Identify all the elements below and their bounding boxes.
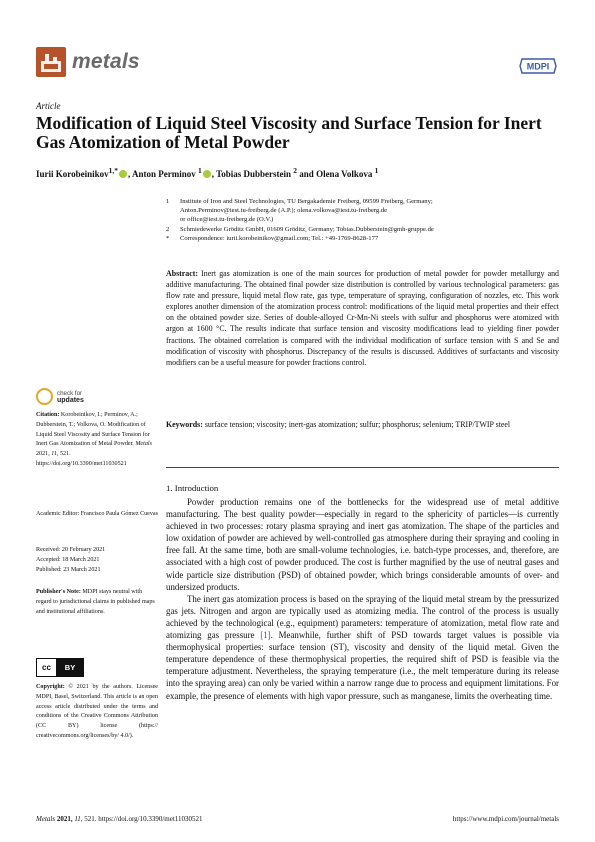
body-text [166, 496, 559, 702]
orcid-icon[interactable] [203, 170, 211, 178]
orcid-icon[interactable] [119, 170, 127, 178]
mdpi-logo[interactable] [518, 57, 558, 75]
by-icon: BY [57, 659, 83, 676]
keywords-text: surface tension; viscosity; inert-gas atomization; sulfur; phosphorus; selenium; TRIP/TWIP steel [204, 420, 511, 429]
cc-icon: cc [37, 659, 57, 676]
reference-link[interactable]: [1] [260, 630, 271, 641]
author-list: Iurii Korobeinikov$^{1,*}$ , Anton Perminov $^1$ , Tobias Dubberstein $^2$ and Olena Volkova $^1$ [36, 166, 379, 179]
footer-citation: Metals 2021, 11, 521. https://doi.org/10.3390/met11030521 [36, 815, 203, 823]
author-name: Anton Perminov [132, 169, 196, 179]
affiliation-item: 2 Schmiedewerke Gröditz GmbH, 01609 Gröditz, Germany; Tobias.Dubberstein@gmh-gruppe.de [166, 225, 434, 233]
author-name: Olena Volkova [316, 169, 373, 179]
copyright: Copyright: © 2021 by the authors. Licensee MDPI, Basel, Switzerland. This article is an open access article distributed under the terms and conditions of the Creative Commons Attribution (CC BY) license (https:// creativecommons.org/licenses/by/ 4.0/). [36, 684, 158, 739]
academic-editor: Academic Editor: Francisco Paula Gómez Cuevas [36, 511, 159, 517]
journal-name: metals [72, 50, 140, 73]
paragraph: The inert gas atomization process is based on the spraying of the liquid metal stream by the pressurized gas jets. Nitrogen and argon are typically used as atomizing media. The control of the process is usually achieved by the technological (e.g., equipment) parameters: temperature of atomization, metal flow rate and atomizing gas pressure [1]. Meanwhile, further shift of PSD towards target values is possible via thermophysical properties: surface tension (ST), viscosity and density of the liquid metal. Given the temperature dependence of these thermophysical properties, the required shift of PSD is feasible via the temperature adjustment. Nevertheless, the spraying temperature (i.e., the melt temperature during its release into the spraying area) can only be varied within a narrow range due to process and equipment limitations. For example, the presence of elements with high vapor pressure, such as manganese, limits the overheating time. [166, 593, 559, 701]
furnace-icon [36, 47, 66, 77]
keywords-label: Keywords: [166, 420, 203, 429]
article-type: Article [36, 101, 61, 111]
page-title: Modification of Liquid Steel Viscosity and Surface Tension for Inert Gas Atomization of Metal Powder [36, 113, 542, 152]
abstract [166, 268, 559, 368]
divider [166, 467, 559, 468]
check-updates-badge[interactable]: check for updates [36, 388, 84, 405]
paragraph: Powder production remains one of the bottlenecks for the widespread use of metal additive manufacturing. The best quality powder—especially in regard to the sphericity of particles—is currently achieved in two processes: rotary plasma spraying and inert gas atomization. The shape of the particles and low oxidation of powder are achieved by well-controlled gas atmosphere during their spraying and cooling in free fall. At the same time, both are small-volume technologies, i.e. batch-type processes, and, therefore, are associated with a high cost of powder produced. The cost is further magnified by the use of neutral gases and wide particle size distribution (PSD) of obtained powder, which brings considerable amounts of over- and undersized products. [166, 497, 559, 592]
dates: Received: 20 February 2021 Accepted: 18 March 2021 Published: 23 March 2021 [36, 547, 106, 573]
mdpi-logo-text: MDPI [526, 61, 550, 72]
author-sup: 1 [198, 166, 202, 175]
cc-by-license-badge[interactable] [36, 658, 84, 677]
affiliations [166, 197, 566, 243]
publisher-note: Publisher's Note: MDPI stays neutral with regard to jurisdictional claims in published maps and institutional affiliations. [36, 589, 155, 615]
section-title: 1. Introduction [166, 483, 219, 493]
author-name: Tobias Dubberstein [216, 169, 292, 179]
citation: Citation: Korobeinikov, I.; Perminov, A.; Dubberstein, T.; Volkova, O. Modification of Liquid Steel Viscosity and Surface Tension for Inert Gas Atomization of Metal Powder. Metals 2021, 11, 521. https://doi.org/10.3390/met11030521 [36, 412, 152, 467]
abstract-text: Inert gas atomization is one of the main sources for production of metal powder for powder metallurgy and additive manufacturing. The obtained final powder size distribution is controlled by various technological parameters: gas flow rate and pressure, liquid metal flow rate, gas type, temperature of spraying, configuration of nozzles, etc. This work explores another dimension of the atomization process control: modifications of the liquid metal properties and their effect on the obtained powder size. Series of double-alloyed Cr-Mn-Ni steels with sulfur and phosphorus were atomized with argon at 1600 °C. The results indicate that surface tension and viscosity modifications lead to yielding finer powder fractions. The obtained correlation is compared with the individual modification of surface tension with S and Se and modification of viscosity with phosphorus. Discrepancy of the results is discussed. Additives of surfactants and viscosity modifiers can be a useful measure for powder fractions control. [166, 269, 559, 367]
author-sup: 2 [293, 166, 298, 175]
journal-logo [36, 47, 66, 77]
author-sup: 1,* [108, 166, 118, 175]
author-sup: 1 [374, 166, 379, 175]
author-name: Iurii Korobeinikov [36, 169, 109, 179]
footer-journal-url[interactable]: https://www.mdpi.com/journal/metals [452, 815, 559, 823]
check-updates-icon [36, 388, 53, 405]
affiliation-item: 1 Institute of Iron and Steel Technologies, TU Bergakademie Freiberg, 09599 Freiberg, Germany; Anton.Perminov@iest.tu-freiberg.de (A.P.); olena.volkova@iest.tu-freiberg.de or office@iest.tu-freiberg.de (O.V.) [166, 198, 433, 224]
correspondence: * Correspondence: iurii.korobeinikov@gmail.com; Tel.: +49-1769-8628-177 [166, 234, 379, 242]
keywords [166, 419, 559, 430]
abstract-label: Abstract: [166, 269, 198, 278]
